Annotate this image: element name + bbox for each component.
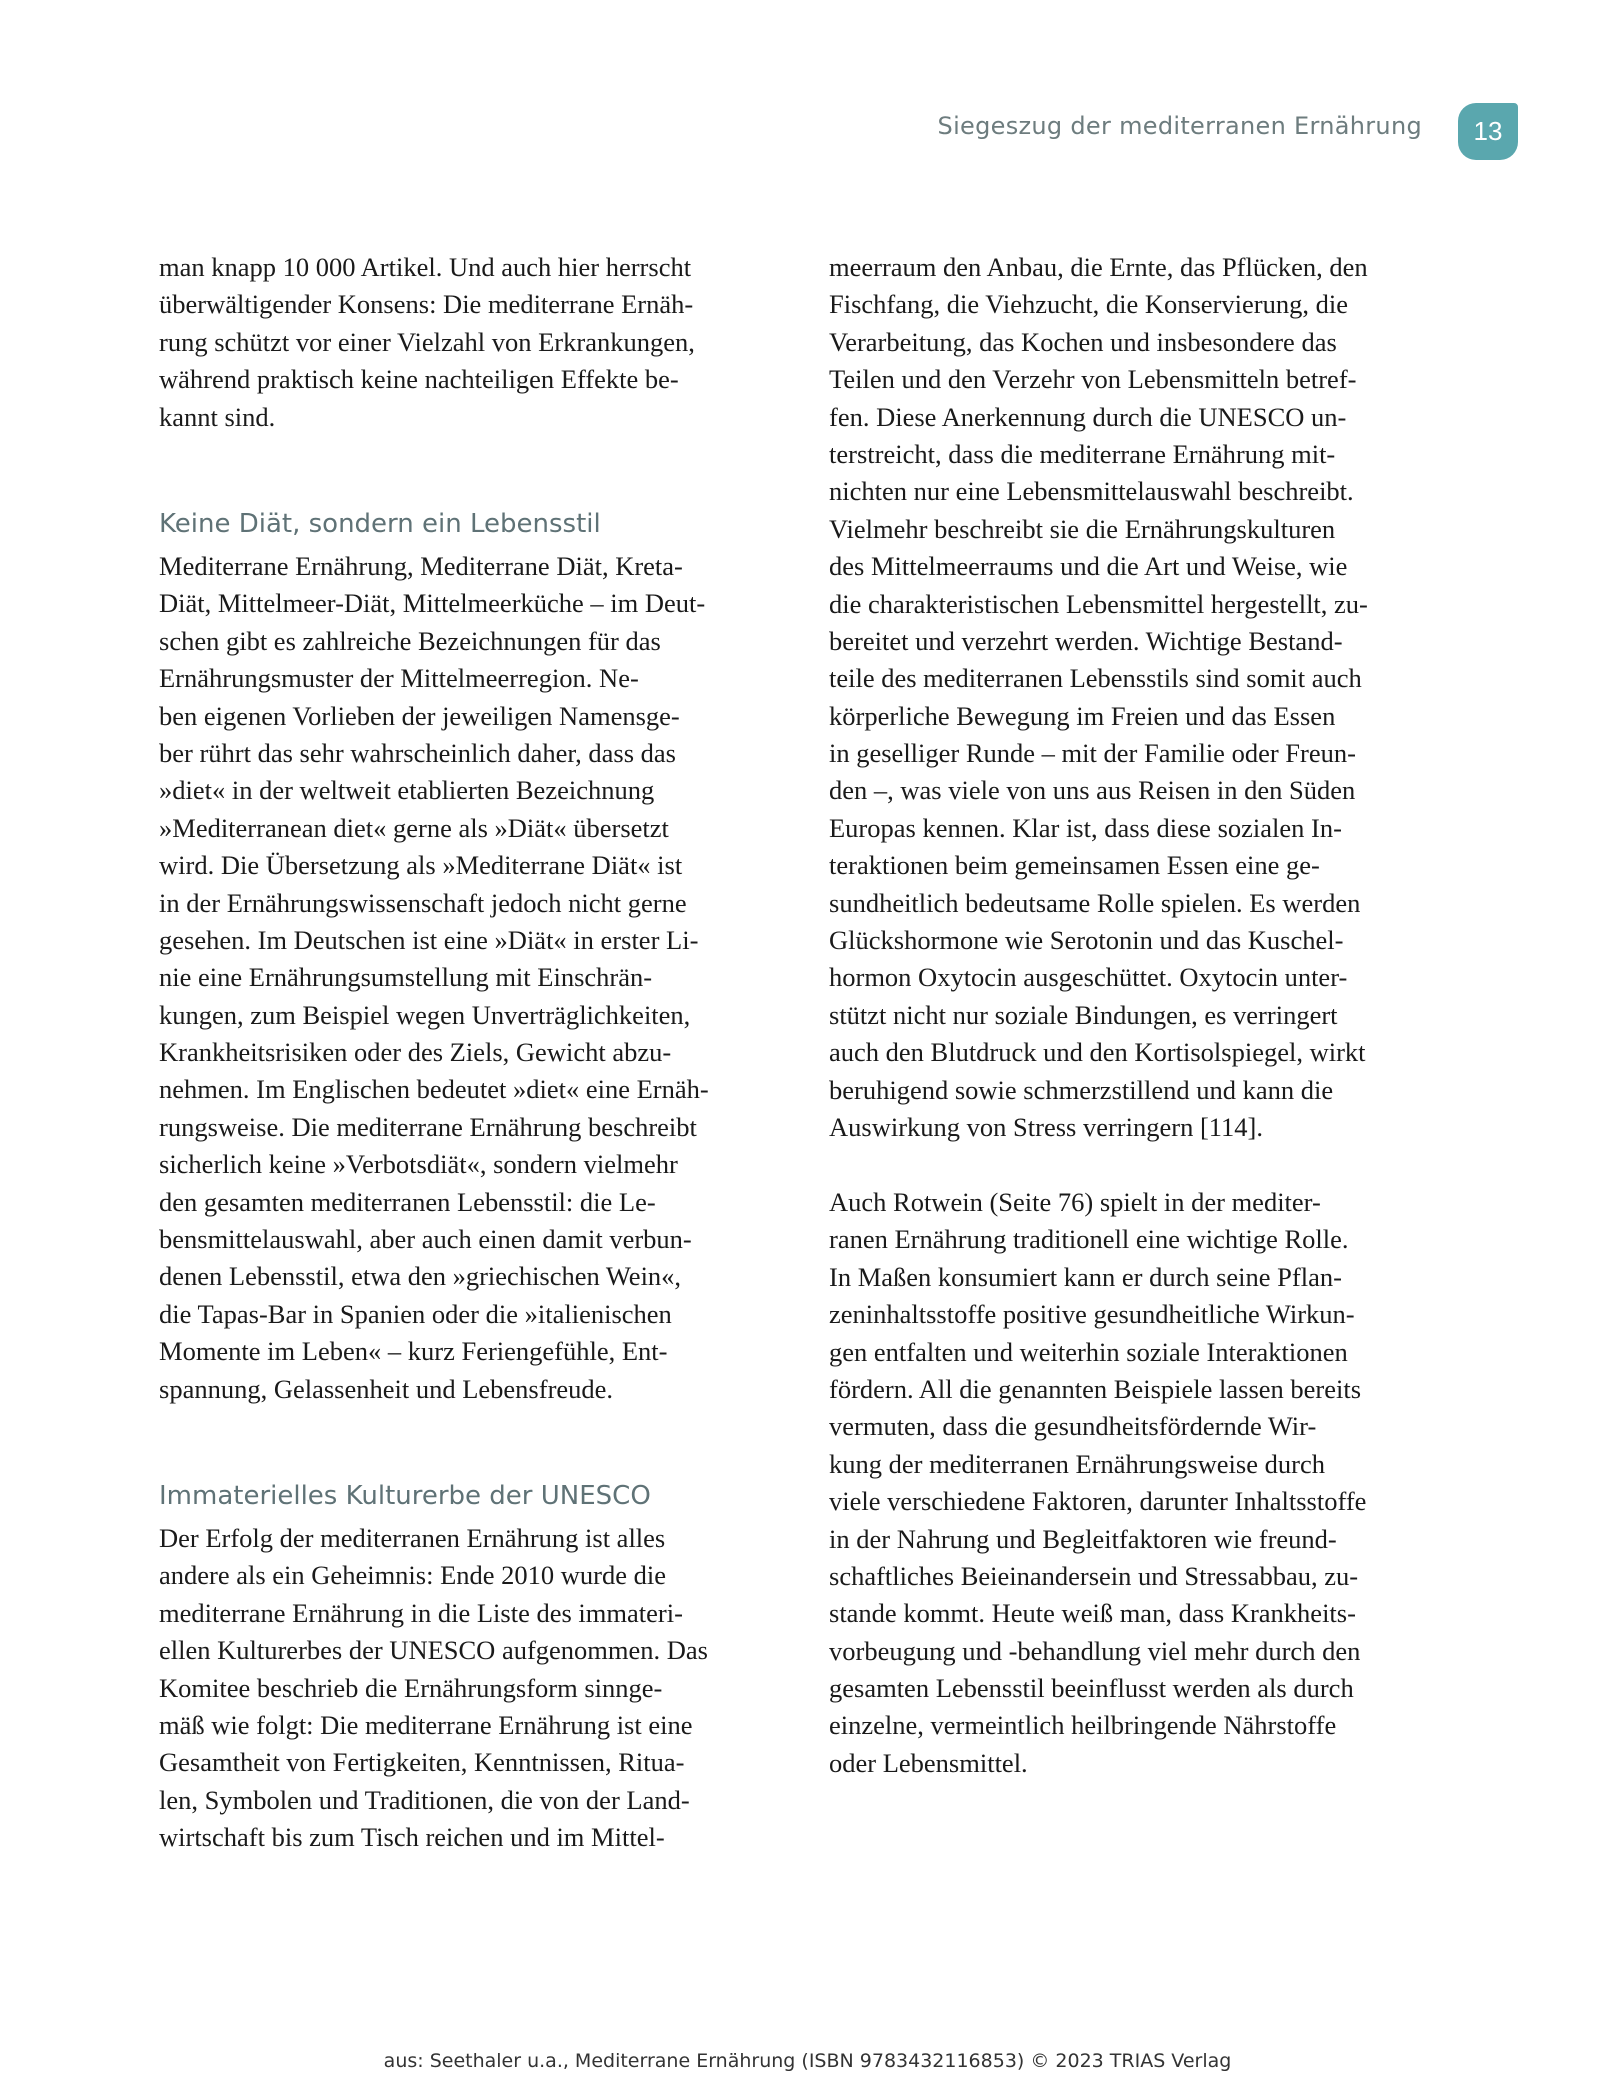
text-line: bereitet und verzehrt werden. Wichtige Bestand- xyxy=(829,625,1343,656)
text-line: den gesamten mediterranen Lebensstil: die Le- xyxy=(159,1186,656,1217)
text-line: andere als ein Geheimnis: Ende 2010 wurde die xyxy=(159,1560,667,1591)
paragraph xyxy=(159,548,709,1408)
text-line: wirtschaft bis zum Tisch reichen und im Mittel- xyxy=(159,1822,665,1853)
paragraph xyxy=(159,249,695,436)
text-line: rung schützt vor einer Vielzahl von Erkrankungen, xyxy=(159,326,695,357)
text-line: hormon Oxytocin ausgeschüttet. Oxytocin unter- xyxy=(829,962,1348,993)
text-line: die charakteristischen Lebensmittel hergestellt, zu- xyxy=(829,588,1368,619)
text-line: ber rührt das sehr wahrscheinlich daher, dass das xyxy=(159,737,676,768)
section-heading: Keine Diät, sondern ein Lebensstil xyxy=(159,509,601,539)
text-line: Gesamtheit von Fertigkeiten, Kenntnissen, Ritua- xyxy=(159,1747,685,1778)
text-line: Verarbeitung, das Kochen und insbesondere das xyxy=(829,326,1337,357)
text-line: Auch Rotwein (Seite 76) spielt in der mediter- xyxy=(829,1187,1321,1217)
text-line: die Tapas-Bar in Spanien oder die »italienischen xyxy=(159,1298,672,1329)
text-line: Krankheitsrisiken oder des Ziels, Gewicht abzu- xyxy=(159,1037,672,1068)
text-line: terstreicht, dass die mediterrane Ernährung mit- xyxy=(829,438,1336,469)
text-line: denen Lebensstil, etwa den »griechischen Wein«, xyxy=(159,1261,682,1292)
text-line: oder Lebensmittel. xyxy=(829,1747,1028,1778)
text-line: einzelne, vermeintlich heilbringende Nährstoffe xyxy=(829,1710,1337,1741)
text-line: Ernährungsmuster der Mittelmeerregion. Ne- xyxy=(159,663,639,694)
text-line: Der Erfolg der mediterranen Ernährung ist alles xyxy=(159,1523,666,1553)
text-line: bensmittelauswahl, aber auch einen damit verbun- xyxy=(159,1224,692,1255)
paragraph xyxy=(829,1184,1366,1782)
text-line: Momente im Leben« – kurz Feriengefühle, Ent- xyxy=(159,1336,668,1367)
text-line: fen. Diese Anerkennung durch die UNESCO un- xyxy=(829,401,1347,432)
text-line: sundheitlich bedeutsame Rolle spielen. Es werden xyxy=(829,887,1361,918)
text-line: viele verschiedene Faktoren, darunter Inhaltsstoffe xyxy=(829,1486,1367,1517)
running-header: Siegeszug der mediterranen Ernährung xyxy=(937,112,1422,140)
text-line: Komitee beschrieb die Ernährungsform sinnge- xyxy=(159,1672,663,1703)
text-line: schaftliches Beieinandersein und Stressabbau, zu- xyxy=(829,1560,1359,1591)
text-line: teile des mediterranen Lebensstils sind somit auch xyxy=(829,663,1362,694)
text-line: nehmen. Im Englischen bedeutet »diet« eine Ernäh- xyxy=(159,1074,709,1105)
text-line: Vielmehr beschreibt sie die Ernährungskulturen xyxy=(829,513,1336,544)
text-line: Fischfang, die Viehzucht, die Konservierung, die xyxy=(829,289,1348,320)
text-line: stande kommt. Heute weiß man, dass Krankheits- xyxy=(829,1598,1356,1629)
text-line: kung der mediterranen Ernährungsweise durch xyxy=(829,1448,1325,1479)
text-line: kannt sind. xyxy=(159,401,276,432)
text-line: mediterrane Ernährung in die Liste des immateri- xyxy=(159,1597,683,1628)
text-line: sicherlich keine »Verbotsdiät«, sondern vielmehr xyxy=(159,1149,678,1180)
text-line: gesehen. Im Deutschen ist eine »Diät« in erster Li- xyxy=(159,924,699,955)
text-line: len, Symbolen und Traditionen, die von der Land- xyxy=(159,1784,690,1815)
text-line: ranen Ernährung traditionell eine wichtige Rolle. xyxy=(829,1224,1349,1255)
text-line: gesamten Lebensstil beeinflusst werden als durch xyxy=(829,1673,1354,1704)
text-line: spannung, Gelassenheit und Lebensfreude. xyxy=(159,1373,614,1404)
text-line: »Mediterranean diet« gerne als »Diät« übersetzt xyxy=(159,812,669,843)
text-line: nie eine Ernährungsumstellung mit Einschrän- xyxy=(159,962,653,993)
text-line: schen gibt es zahlreiche Bezeichnungen für das xyxy=(159,625,661,656)
text-line: Europas kennen. Klar ist, dass diese sozialen In- xyxy=(829,812,1342,843)
text-line: in der Ernährungswissenschaft jedoch nicht gerne xyxy=(159,887,687,918)
text-line: zeninhaltsstoffe positive gesundheitliche Wirkun- xyxy=(829,1299,1355,1330)
text-line: kungen, zum Beispiel wegen Unverträglichkeiten, xyxy=(159,999,691,1030)
section-heading: Immaterielles Kulturerbe der UNESCO xyxy=(159,1481,651,1511)
text-line: auch den Blutdruck und den Kortisolspiegel, wirkt xyxy=(829,1037,1366,1068)
text-line: des Mittelmeerraums und die Art und Weise, wie xyxy=(829,551,1348,582)
text-line: gen entfalten und weiterhin soziale Interaktionen xyxy=(829,1336,1348,1367)
paragraph xyxy=(829,249,1368,1146)
text-line: körperliche Bewegung im Freien und das Essen xyxy=(829,700,1336,731)
text-line: den –, was viele von uns aus Reisen in den Süden xyxy=(829,775,1356,806)
text-line: mäß wie folgt: Die mediterrane Ernährung ist eine xyxy=(159,1709,693,1740)
text-line: in der Nahrung und Begleitfaktoren wie freund- xyxy=(829,1523,1337,1554)
text-line: nichten nur eine Lebensmittelauswahl beschreibt. xyxy=(829,476,1354,507)
text-line: Diät, Mittelmeer-Diät, Mittelmeerküche – im Deut- xyxy=(159,588,706,619)
text-line: ben eigenen Vorlieben der jeweiligen Namensge- xyxy=(159,700,680,731)
text-line: rungsweise. Die mediterrane Ernährung beschreibt xyxy=(159,1111,697,1142)
text-line: »diet« in der weltweit etablierten Bezeichnung xyxy=(159,775,655,806)
text-line: beruhigend sowie schmerzstillend und kann die xyxy=(829,1074,1334,1105)
text-line: in geselliger Runde – mit der Familie oder Freun- xyxy=(829,738,1356,769)
text-line: man knapp 10 000 Artikel. Und auch hier herrscht xyxy=(159,252,692,282)
text-line: vorbeugung und -behandlung viel mehr durch den xyxy=(829,1635,1361,1666)
text-line: meerraum den Anbau, die Ernte, das Pflücken, den xyxy=(829,252,1368,282)
text-line: überwältigender Konsens: Die mediterrane Ernäh- xyxy=(159,289,694,320)
text-line: Auswirkung von Stress verringern [114]. xyxy=(829,1111,1263,1142)
text-line: stützt nicht nur soziale Bindungen, es verringert xyxy=(829,999,1338,1030)
text-line: wird. Die Übersetzung als »Mediterrane Diät« ist xyxy=(159,850,683,881)
text-line: während praktisch keine nachteiligen Effekte be- xyxy=(159,364,679,395)
text-line: vermuten, dass die gesundheitsfördernde Wir- xyxy=(829,1411,1317,1442)
page-number-badge: 13 xyxy=(1458,103,1518,160)
text-line: Teilen und den Verzehr von Lebensmitteln betref- xyxy=(829,364,1357,395)
text-line: teraktionen beim gemeinsamen Essen eine ge- xyxy=(829,850,1320,881)
paragraph xyxy=(159,1520,708,1857)
text-line: fördern. All die genannten Beispiele lassen bereits xyxy=(829,1373,1362,1404)
text-line: In Maßen konsumiert kann er durch seine Pflan- xyxy=(829,1261,1342,1292)
text-line: ellen Kulturerbes der UNESCO aufgenommen. Das xyxy=(159,1635,708,1666)
copyright-footer: aus: Seethaler u.a., Mediterrane Ernährung (ISBN 9783432116853) © 2023 TRIAS Verlag xyxy=(383,2050,1232,2072)
text-line: Mediterrane Ernährung, Mediterrane Diät, Kreta- xyxy=(159,551,683,581)
text-line: Glückshormone wie Serotonin und das Kuschel- xyxy=(829,925,1344,956)
